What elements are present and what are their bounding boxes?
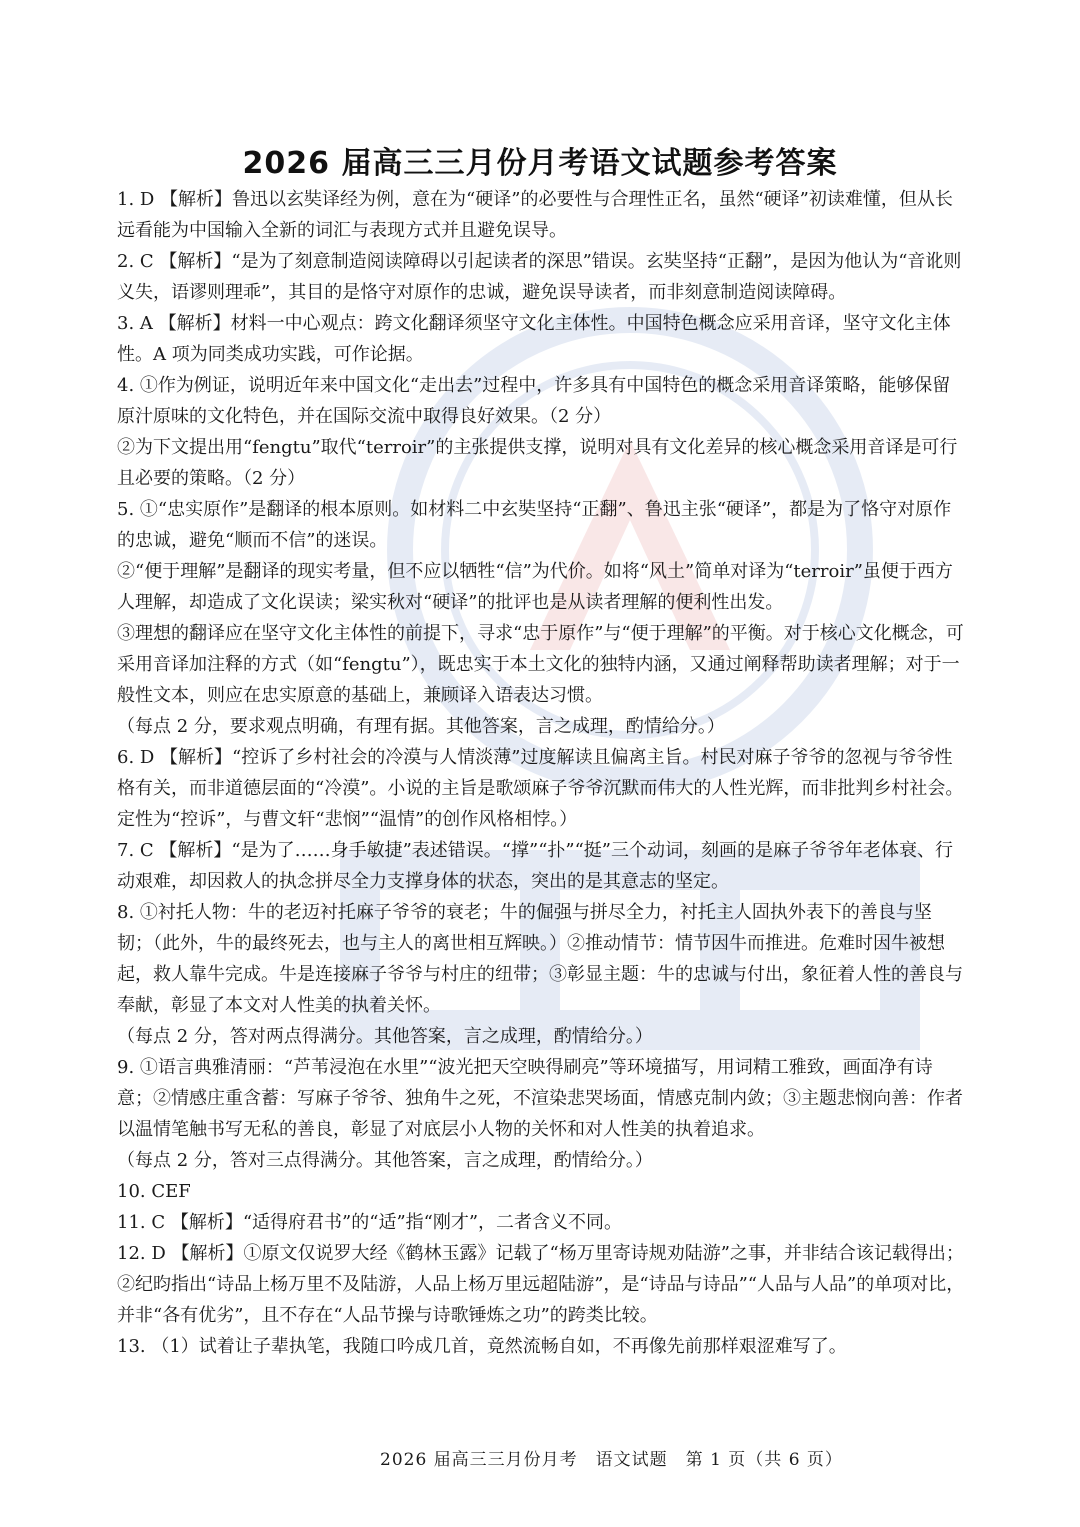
answer-5-point-2: ②“便于理解”是翻译的现实考量，但不应以牺牲“信”为代价。如将“风土”简单对译为“terroir”虽便于西方人理解，却造成了文化误读；梁实秋对“硬译”的批评也是从读者理解的便利性出发。 [117,561,953,613]
answer-10: 10. CEF [117,1181,191,1202]
answer-2: 2. C 【解析】“是为了刻意制造阅读障碍以引起读者的深思”错误。玄奘坚持“正翻”，是因为他认为“音讹则义失，语谬则理乖”，其目的是恪守对原作的忠诚，避免误导读者，而非刻意制造阅读障碍。 [117,251,962,303]
answer-9: 9. ①语言典雅清丽：“芦苇浸泡在水里”“波光把天空映得刷亮”等环境描写，用词精工雅致，画面净有诗意；②情感庄重含蓄：写麻子爷爷、独角牛之死，不渲染悲哭场面，情感克制内敛；③主题悲悯向善：作者以温情笔触书写无私的善良，彰显了对底层小人物的关怀和对人性美的执着追求。 [117,1057,963,1140]
answer-5-scoring-note: （每点 2 分，要求观点明确，有理有据。其他答案，言之成理，酌情给分。） [117,716,725,737]
answer-list [117,184,965,1362]
document-title: 2026 届高三三月份月考语文试题参考答案 [242,146,838,181]
answer-4-point-2: ②为下文提出用“fengtu”取代“terroir”的主张提供支撑，说明对具有文化差异的核心概念采用音译是可行且必要的策略。（2 分） [117,437,958,489]
answer-1: 1. D 【解析】鲁迅以玄奘译经为例，意在为“硬译”的必要性与合理性正名，虽然“硬译”初读难懂，但从长远看能为中国输入全新的词汇与表现方式并且避免误导。 [117,189,953,241]
answer-4-point-1: 4. ①作为例证，说明近年来中国文化“走出去”过程中，许多具有中国特色的概念采用音译策略，能够保留原汁原味的文化特色，并在国际交流中取得良好效果。（2 分） [117,375,951,427]
page-footer: 2026 届高三三月份月考 语文试题 第 1 页（共 6 页） [380,1450,843,1470]
answer-5-point-1: 5. ①“忠实原作”是翻译的根本原则。如材料二中玄奘坚持“正翻”、鲁迅主张“硬译”，都是为了恪守对原作的忠诚，避免“顺而不信”的迷误。 [117,499,952,551]
answer-13: 13. （1）试着让子辈执笔，我随口吟成几首，竟然流畅自如，不再像先前那样艰涩难写了。 [117,1336,847,1357]
answer-6: 6. D 【解析】“控诉了乡村社会的冷漠与人情淡薄”过度解读且偏离主旨。村民对麻子爷爷的忽视与爷爷性格有关，而非道德层面的“冷漠”。小说的主旨是歌颂麻子爷爷沉默而伟大的人性光辉，而非批判乡村社会。定性为“控诉”，与曹文轩“悲悯”“温情”的创作风格相悖。） [117,747,964,830]
answer-12: 12. D 【解析】①原文仅说罗大经《鹤林玉露》记载了“杨万里寄诗规劝陆游”之事，并非结合该记载得出； ②纪昀指出“诗品上杨万里不及陆游，人品上杨万里远超陆游”，是“诗品与诗品”“人品与人品”的单项对比，并非“各有优劣”，且不存在“人品节操与诗歌锤炼之功”的跨类比较。 [117,1243,965,1326]
answer-8-scoring-note: （每点 2 分，答对两点得满分。其他答案，言之成理，酌情给分。） [117,1026,653,1047]
answer-11: 11. C 【解析】“适得府君书”的“适”指“刚才”，二者含义不同。 [117,1212,623,1233]
answer-7: 7. C 【解析】“是为了……身手敏捷”表述错误。“撑”“扑”“挺”三个动词，刻画的是麻子爷爷年老体衰、行动艰难，却因救人的执念拼尽全力支撑身体的状态，突出的是其意志的坚定。 [117,840,954,892]
answer-3: 3. A 【解析】材料一中心观点：跨文化翻译须坚守文化主体性。中国特色概念应采用音译，坚守文化主体性。A 项为同类成功实践，可作论据。 [117,313,951,365]
answer-8: 8. ①衬托人物：牛的老迈衬托麻子爷爷的衰老；牛的倔强与拼尽全力，衬托主人固执外表下的善良与坚韧；（此外，牛的最终死去，也与主人的离世相互辉映。）②推动情节：情节因牛而推进。危难时因牛被想起，救人靠牛完成。牛是连接麻子爷爷与村庄的纽带；③彰显主题：牛的忠诚与付出，象征着人性的善良与奉献，彰显了本文对人性美的执着关怀。 [117,902,963,1016]
answer-9-scoring-note: （每点 2 分，答对三点得满分。其他答案，言之成理，酌情给分。） [117,1150,653,1171]
answer-5-point-3: ③理想的翻译应在坚守文化主体性的前提下，寻求“忠于原作”与“便于理解”的平衡。对于核心文化概念，可采用音译加注释的方式（如“fengtu”），既忠实于本土文化的独特内涵，又通过阐释帮助读者理解；对于一般性文本，则应在忠实原意的基础上，兼顾译入语表达习惯。 [117,623,964,706]
